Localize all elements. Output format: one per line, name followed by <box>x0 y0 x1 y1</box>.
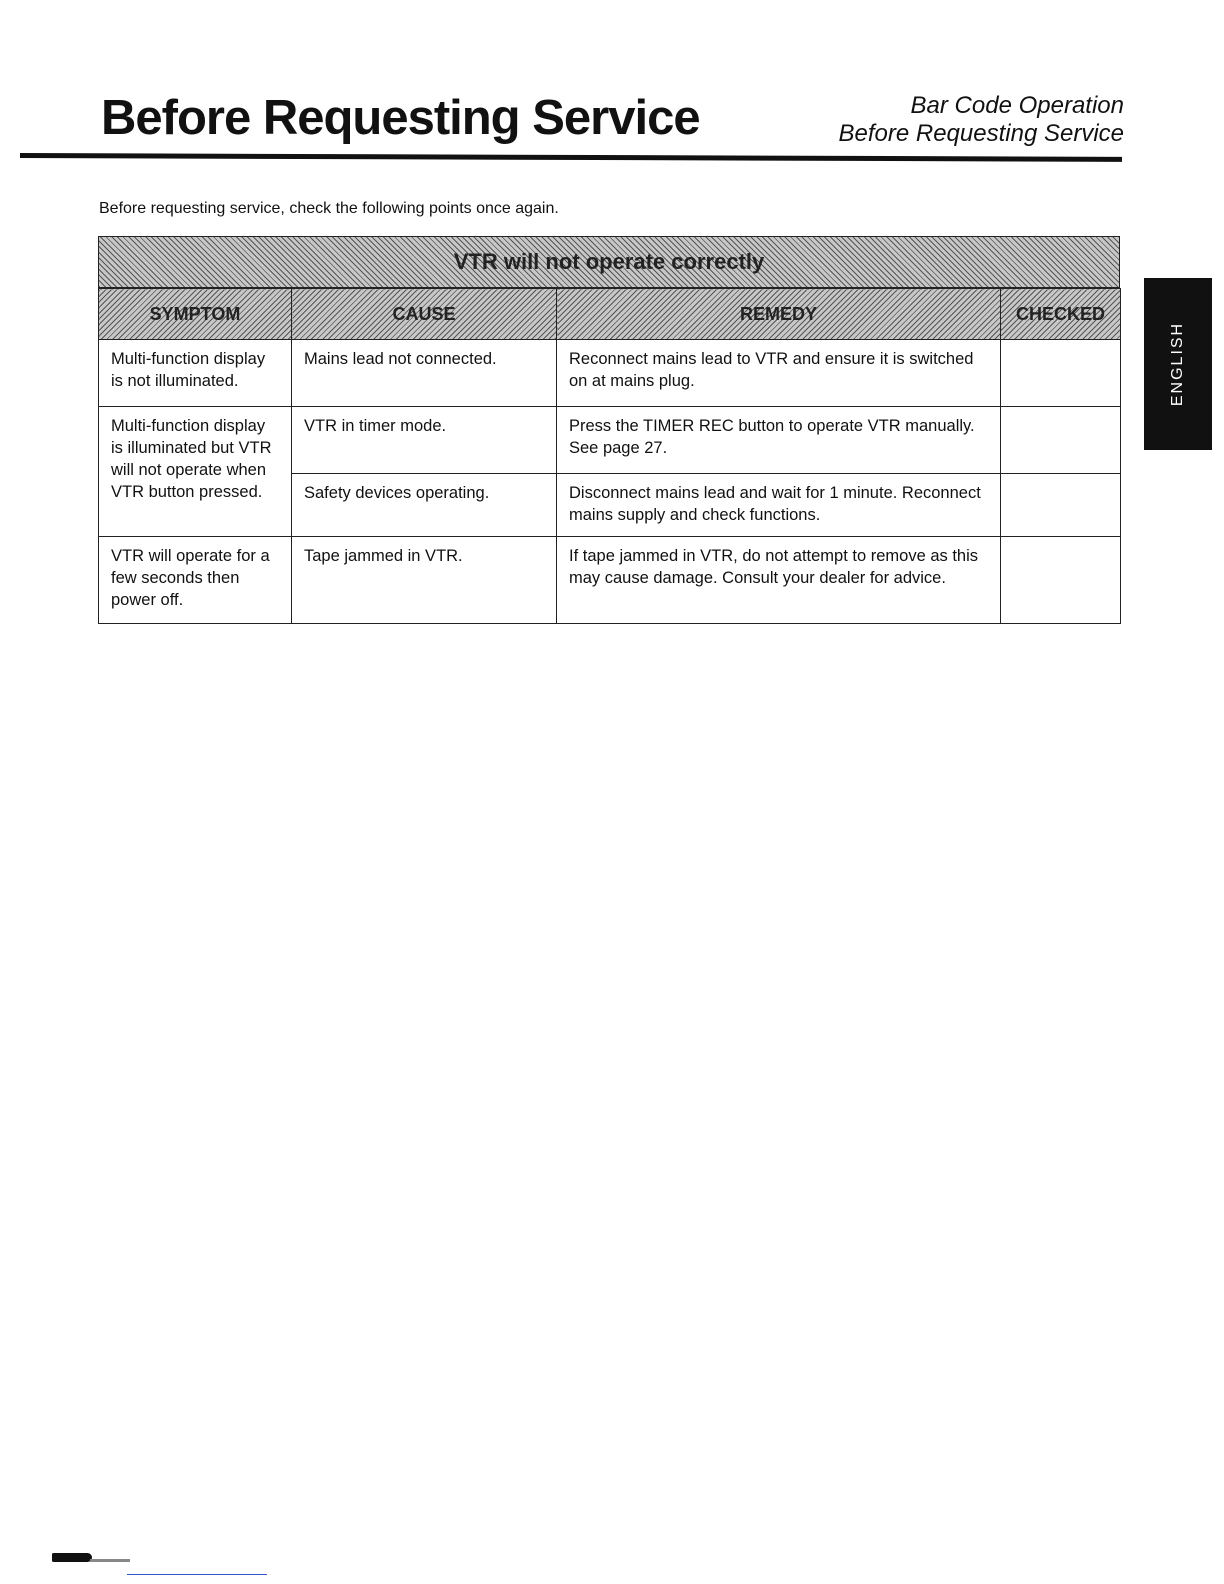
table-row <box>99 407 1121 474</box>
language-tab-label: ENGLISH <box>1169 321 1186 407</box>
cause-cell: Mains lead not connected. <box>292 340 557 407</box>
breadcrumb-section: Bar Code Operation <box>910 92 1124 119</box>
symptom-table <box>98 288 1121 624</box>
checked-cell <box>1001 340 1121 407</box>
remedy-cell: If tape jammed in VTR, do not attempt to remove as this may cause damage. Consult your dealer for advice. <box>557 537 1001 624</box>
checked-cell <box>1001 537 1121 624</box>
table-row <box>99 537 1121 624</box>
checked-cell <box>1001 407 1121 474</box>
remedy-cell: Reconnect mains lead to VTR and ensure it is switched on at mains plug. <box>557 340 1001 407</box>
symptom-cell: Multi-function display is not illuminated. <box>99 340 292 407</box>
breadcrumb <box>839 92 1125 148</box>
remedy-cell: Disconnect mains lead and wait for 1 minute. Reconnect mains supply and check functions. <box>557 474 1001 537</box>
breadcrumb-page: Before Requesting Service <box>838 120 1124 147</box>
language-tab <box>1144 278 1212 450</box>
table-banner: VTR will not operate correctly <box>98 236 1120 288</box>
symptom-cell: VTR will operate for a few seconds then power off. <box>99 537 292 624</box>
column-header-remedy: REMEDY <box>557 289 1001 340</box>
scan-mark-tail <box>90 1559 130 1562</box>
table-header-row <box>99 289 1121 340</box>
table-row <box>99 340 1121 407</box>
cause-cell: Tape jammed in VTR. <box>292 537 557 624</box>
cause-cell: Safety devices operating. <box>292 474 557 537</box>
header-rule <box>20 153 1122 162</box>
remedy-cell: Press the TIMER REC button to operate VTR manually. See page 27. <box>557 407 1001 474</box>
column-header-symptom: SYMPTOM <box>99 289 292 340</box>
column-header-cause: CAUSE <box>292 289 557 340</box>
intro-text: Before requesting service, check the following points once again. <box>99 200 559 217</box>
scan-mark <box>52 1553 92 1562</box>
page-title: Before Requesting Service <box>101 91 700 145</box>
column-header-checked: CHECKED <box>1001 289 1121 340</box>
symptom-cell: Multi-function display is illuminated but VTR will not operate when VTR button pressed. <box>99 407 292 537</box>
cause-cell: VTR in timer mode. <box>292 407 557 474</box>
checked-cell <box>1001 474 1121 537</box>
footer-line <box>127 1574 267 1575</box>
troubleshooting-table <box>98 236 1120 624</box>
